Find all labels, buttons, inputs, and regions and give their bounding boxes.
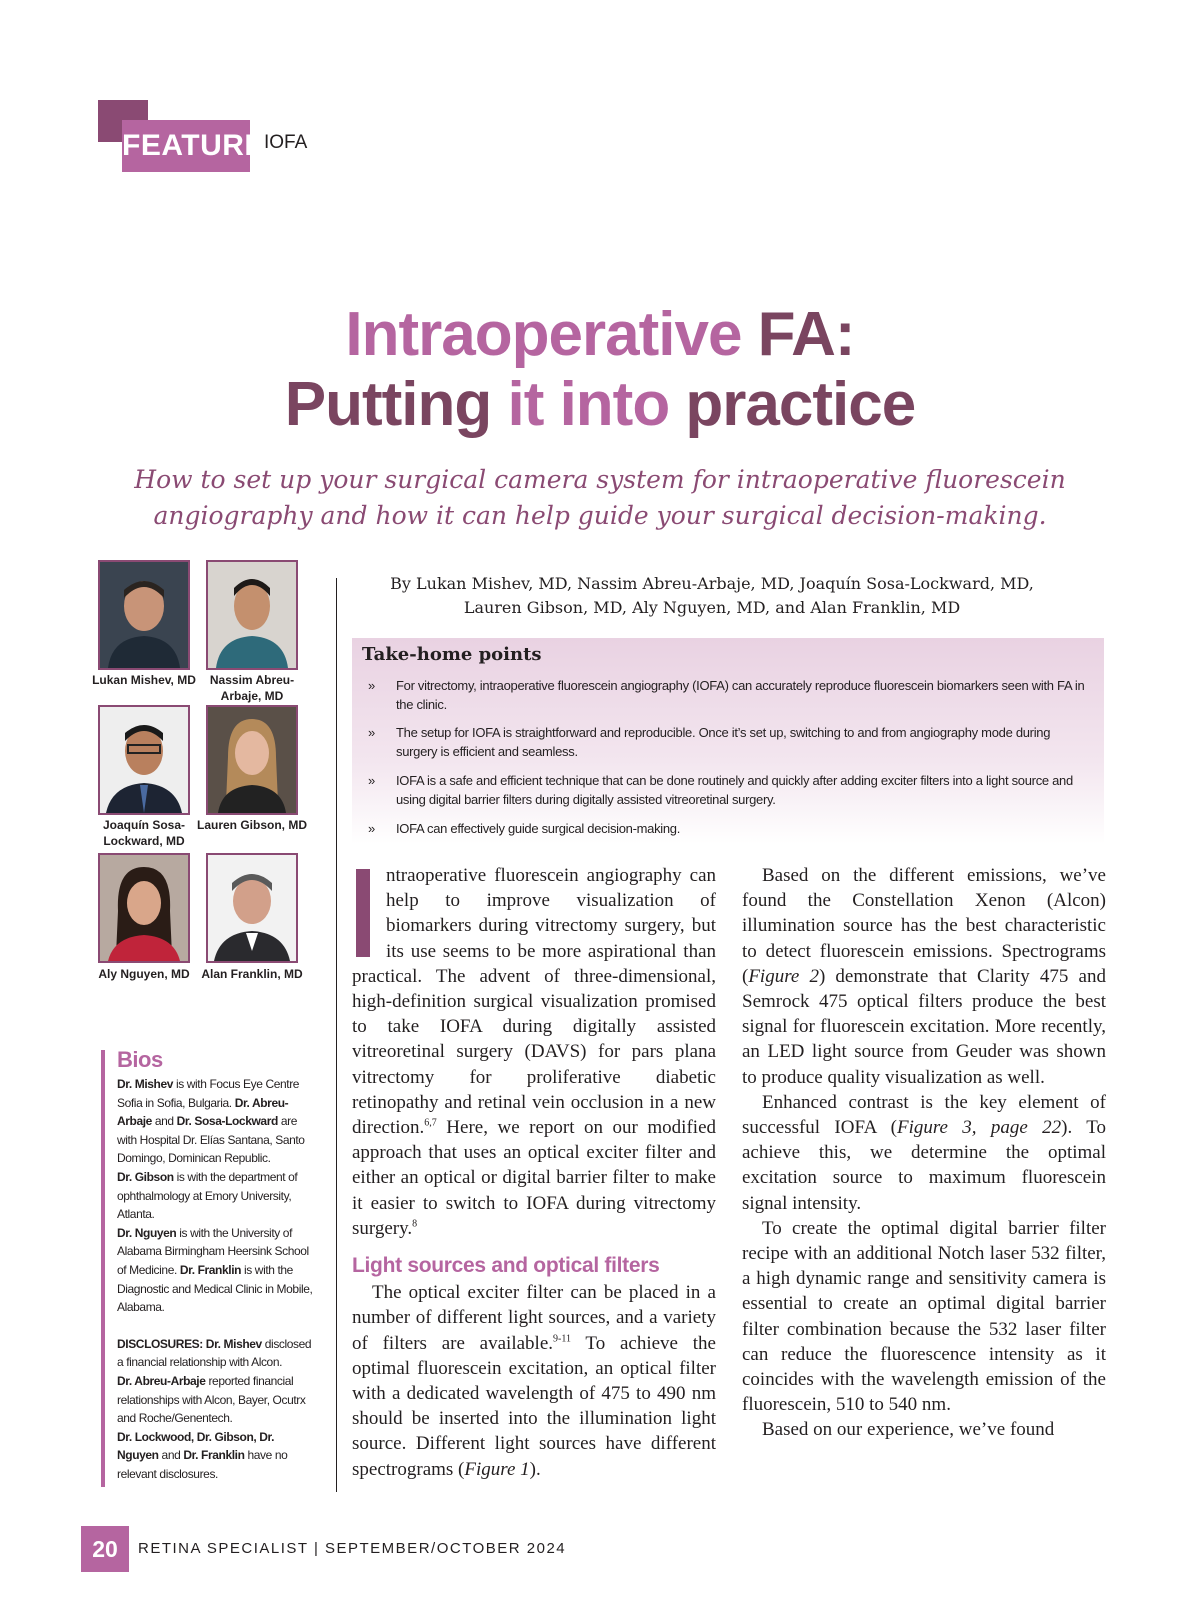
takehome-item [368,819,1088,838]
body-text: ) demonstrate that Clarity 475 and Semrock 475 optical filters produce the best signal for fluorescein excitation. More recently, an LED light source from Geuder was shown to produce quality visualization as well. [742,965,1106,1088]
author-photo [98,705,190,815]
author-caption [84,817,204,849]
title-part: FA: [741,300,855,369]
author-caption [192,672,312,704]
author-caption [84,966,204,982]
author-photo [206,853,298,963]
byline-line: Lauren Gibson, MD, Aly Nguyen, MD, and Alan Franklin, MD [463,598,961,617]
column-divider [336,578,337,1492]
takehome-box [352,638,1104,844]
body-paragraph [742,863,1106,1090]
page-number: 20 [81,1526,129,1572]
body-text: Based on the different emissions, we’ve found the Constellation Xenon (Alcon) illumination source has the best characteristic to detect fluorescein emissions. Spectrograms ( [742,865,1106,987]
author-name: Lauren Gibson, MD [196,818,307,832]
byline-line: By Lukan Mishev, MD, Nassim Abreu-Arbaje, MD, Joaquín Sosa-Lockward, MD, [390,574,1034,593]
body-text: To achieve the optimal fluorescein excitation, an optical filter with a dedicated wavelength of 475 to 490 nm should be inserted into the illumination light source. Different light sources have different spectrograms ( [352,1332,716,1480]
body-text: ). To achieve this, we determine the optimal excitation source to maximum fluorescein signal intensity. [742,1117,1107,1214]
bio-text: and [151,1114,177,1129]
body-column-2 [742,863,1106,1443]
author-caption [84,672,204,688]
bio-name: Dr. Abreu-Arbaje [117,1095,289,1129]
author-photo [206,705,298,815]
title-part: Putting [284,370,508,439]
body-paragraph: Based on our experience, we’ve found [762,1419,1055,1441]
citation: 9-11 [553,1333,571,1345]
body-paragraph [352,863,716,1241]
bio-name: Dr. Abreu-Arbaje [117,1373,206,1388]
bio-text: is with the department of ophthalmology at Emory University, Atlanta. [117,1169,298,1222]
bio-text: disclosed a financial relationship with Alcon. [117,1336,312,1370]
citation: 8 [412,1218,418,1230]
takehome-text: The setup for IOFA is straightforward and reproducible. Once it’s set up, switching to and from angiography mode during surgery is efficient and seamless. [396,725,1051,759]
body-text: The optical exciter filter can be placed in a number of different light sources, and a variety of filters are available. [352,1282,716,1354]
bio-paragraph [117,1168,317,1224]
author-name: Alan Franklin, MD [201,967,303,981]
section-tag: IOFA [264,132,308,153]
body-paragraph [742,1090,1106,1216]
feature-label: FEATURE [122,120,250,172]
author-photo [206,560,298,670]
bio-name: Dr. Franklin [179,1262,242,1277]
bio-text: reported financial relationships with Alcon, Bayer, Ocutrx and Roche/Genentech. [117,1373,306,1426]
body-paragraph: To create the optimal digital barrier filter recipe with an additional Notch laser 532 filter, a high dynamic range and sensitivity camera is essential to create an optimal digital barrier filter combination because the 532 laser filter can reduce the fluorescence intensity as it coincides with the wavelength emission of the fluorescein, 510 to 540 nm. [742,1217,1106,1416]
bio-paragraph [117,1224,317,1317]
bios-panel [117,1047,317,1483]
bio-text: is with Focus Eye Centre Sofia in Sofia, Bulgaria. [117,1077,300,1110]
title-part: practice [669,370,916,439]
bio-text: is with the Diagnostic and Medical Clinic in Mobile, Alabama. [117,1262,313,1315]
bio-name: Dr. Nguyen [117,1225,177,1240]
bio-text: are with Hospital Dr. Elías Santana, Santo Domingo, Dominican Republic. [117,1114,305,1166]
bullet-icon: » [368,678,375,693]
author-name: Arbaje, MD [220,689,284,703]
author-name: Joaquín Sosa- [102,818,185,832]
bio-name: Dr. Sosa-Lockward [176,1114,278,1129]
takehome-item [368,723,1088,761]
bio-text: and [158,1448,184,1463]
bio-name: Dr. Gibson [117,1169,174,1184]
bio-name: Dr. Franklin [183,1448,245,1463]
author-name: Nassim Abreu- [209,673,295,687]
section-heading: Light sources and optical filters [352,1254,660,1278]
body-text: ). [529,1458,541,1480]
bio-paragraph [117,1075,317,1168]
disclosures-paragraph [117,1335,317,1484]
bullet-icon: » [368,773,375,788]
takehome-title: Take-home points [362,644,542,665]
author-photo [98,853,190,963]
author-caption [192,966,312,982]
title-part: Intraoperative [345,300,742,369]
figure-reference: Figure 1 [464,1458,530,1480]
body-text: Enhanced contrast is the key element of successful IOFA ( [742,1091,1106,1139]
bullet-icon: » [368,821,375,836]
takehome-text: IOFA can effectively guide surgical decision-making. [396,821,681,836]
figure-reference: Figure 2 [748,965,819,987]
bio-text: is with the University of Alabama Birmingham Heersink School of Medicine. [117,1225,309,1277]
bullet-icon: » [368,725,375,740]
publication-footer: RETINA SPECIALIST | SEPTEMBER/OCTOBER 2024 [138,1540,567,1557]
body-column-1 [352,863,716,1482]
takehome-item [368,676,1088,714]
body-paragraph [352,1280,716,1482]
bios-title: Bios [117,1047,163,1072]
bio-text: have no relevant disclosures. [117,1448,288,1481]
body-text: ntraoperative fluorescein angiography can help to improve visualization of biomarkers during vitrectomy surgery, but its use seems to be more aspirational than practical. The advent of three-dimensional, high-definition surgical visualization promised to take IOFA during digitally assisted vitreoretinal surgery (DAVS) for pars plana vitrectomy for proliferative diabetic retinopathy and retinal vein occlusion in a new direction. [352,865,716,1139]
bio-name: DISCLOSURES: Dr. Mishev [117,1336,262,1351]
author-name: Lukan Mishev, MD [92,673,196,687]
article-subtitle: How to set up your surgical camera system for intraoperative fluorescein angiography and how it can help guide your surgical decision-making. [134,465,1066,530]
citation: 6,7 [424,1117,437,1129]
author-name: Aly Nguyen, MD [98,967,190,981]
dropcap-i [356,869,370,957]
title-part: it into [507,370,670,439]
takehome-item [368,771,1088,809]
bio-name: Dr. Mishev [117,1077,174,1091]
bio-name: Dr. Lockwood, Dr. Gibson, Dr. Nguyen [117,1429,275,1463]
author-photo [98,560,190,670]
article-title [0,300,1200,440]
author-caption [192,817,312,833]
author-name: Lockward, MD [103,834,185,848]
bios-accent-bar [101,1050,105,1487]
figure-reference: Figure 3, page 22 [896,1117,1062,1139]
body-text: Here, we report on our modified approach that uses an optical exciter filter and either an optical or digital barrier filter to make it easier to switch to IOFA during vitrectomy surgery. [352,1117,716,1239]
byline [352,572,1072,620]
takehome-text: For vitrectomy, intraoperative fluorescein angiography (IOFA) can accurately reproduce fluorescein biomarkers seen with FA in the clinic. [396,678,1085,712]
takehome-text: IOFA is a safe and efficient technique that can be done routinely and quickly after adding exciter filters into a light source and using digital barrier filters during digitally assisted vitreoretinal surgery. [396,773,1073,807]
